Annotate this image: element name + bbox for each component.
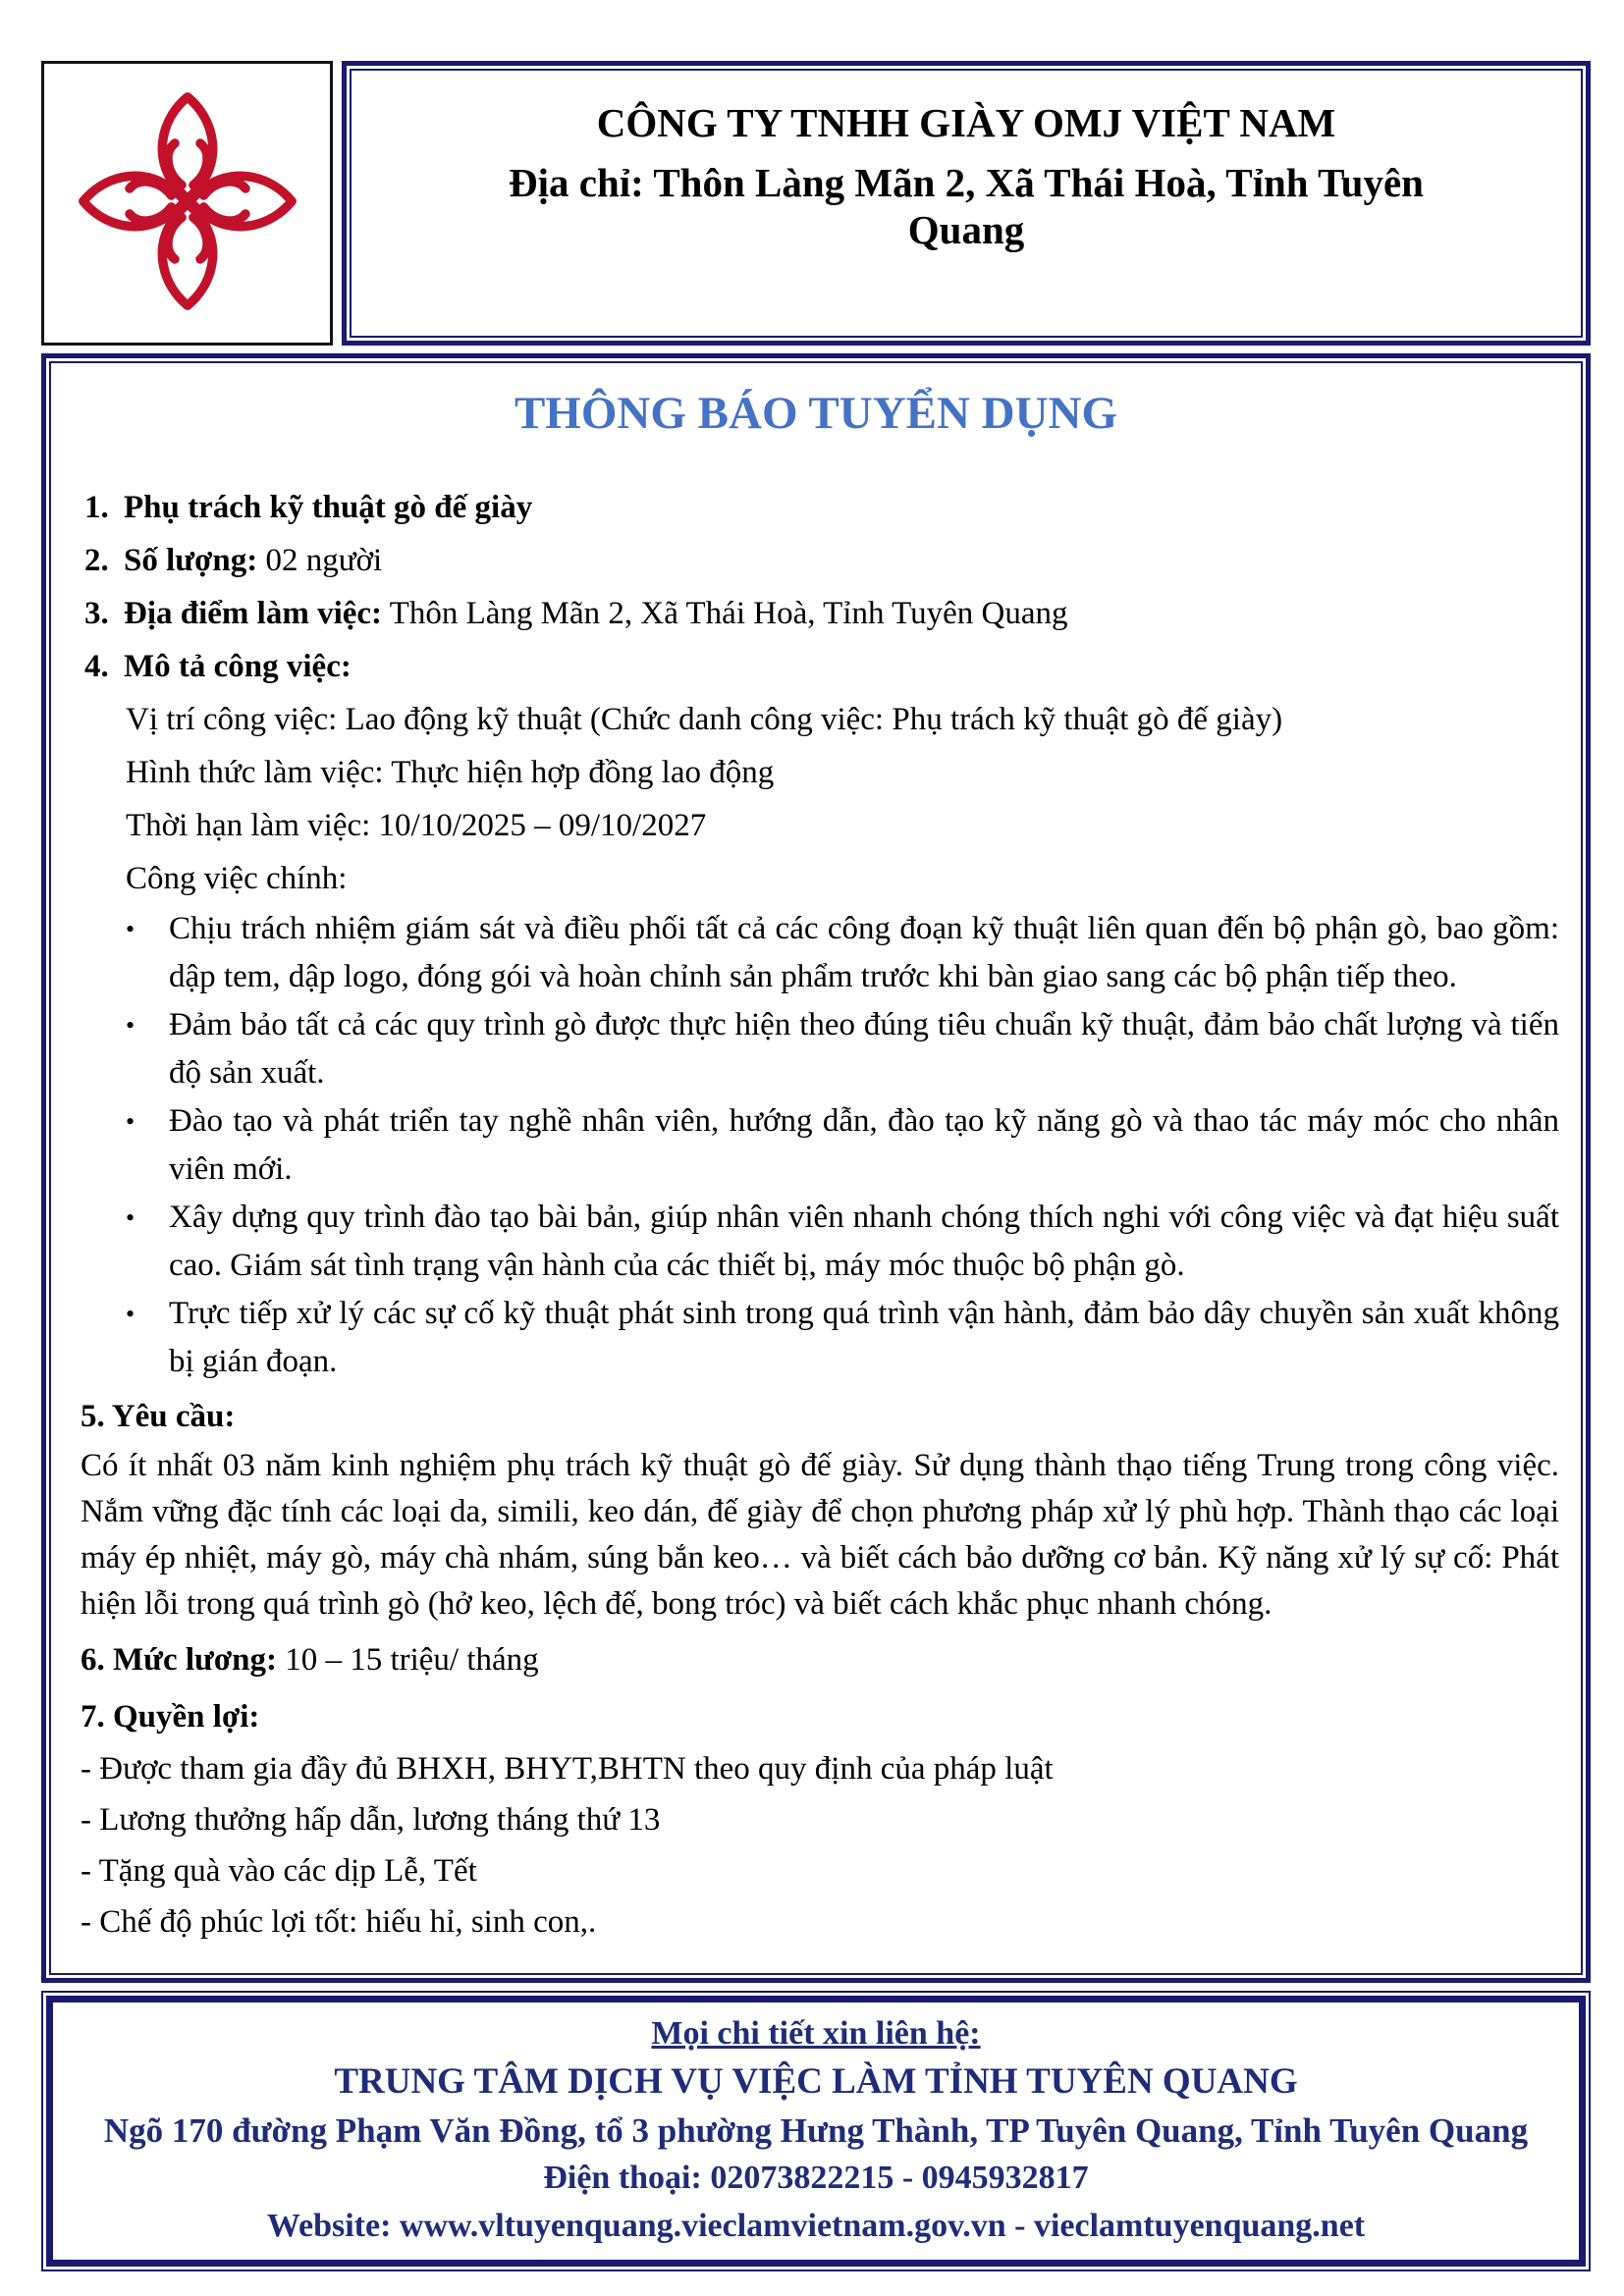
item-number: 2. [84, 543, 109, 578]
requirements-heading: 5. Yêu cầu: [81, 1399, 236, 1434]
numbered-item-location [65, 587, 1567, 640]
duty-text: Xây dựng quy trình đào tạo bài bản, giúp nhân viên nhanh chóng thích nghi với công việc và đạt hiệu suất cao. Giám sát tình trạng vận hành của các thiết bị, máy móc thuộc bộ phận gò. [169, 1200, 1559, 1283]
requirements-paragraph: Có ít nhất 03 năm kinh nghiệm phụ trách kỹ thuật gò đế giày. Sử dụng thành thạo tiếng Trung trong công việc. Nắm vững đặc tính các loại da, simili, keo dán, đế giày để chọn phương pháp xử lý phù hợp. Thành thạo các loại máy ép nhiệt, máy gò, máy chà nhám, súng bắn keo… và biết cách bảo dưỡng cơ bản. Kỹ năng xử lý sự cố: Phát hiện lỗi trong quá trình gò (hở keo, lệch đế, bong tróc) và biết cách khắc phục nhanh chóng. [81, 1448, 1559, 1622]
job-detail-term: Thời hạn làm việc: 10/10/2025 – 09/10/2027 [126, 808, 707, 843]
numbered-item-description [65, 640, 1567, 693]
footer-phone: Điện thoại: 02073822215 - 0945932817 [543, 2160, 1089, 2196]
duty-item [65, 1001, 1567, 1097]
item-label: Địa điểm làm việc: [124, 596, 383, 631]
salary-label: 6. Mức lương: [81, 1642, 277, 1678]
item-label: Số lượng: [124, 543, 258, 578]
header [41, 61, 1591, 346]
bullet-icon: • [126, 1203, 135, 1232]
salary-value: 10 – 15 triệu/ tháng [276, 1642, 539, 1678]
contact-box [41, 1991, 1591, 2271]
benefit-item: - Được tham gia đầy đủ BHXH, BHYT,BHTN theo quy định của pháp luật [81, 1751, 1054, 1787]
company-logo-box [41, 61, 333, 346]
footer-org-name: TRUNG TÂM DỊCH VỤ VIỆC LÀM TỈNH TUYÊN QUANG [334, 2061, 1298, 2102]
item-number: 1. [84, 490, 109, 525]
bullet-icon: • [126, 1011, 135, 1040]
duty-item [65, 905, 1567, 1001]
item-value: 02 người [257, 543, 383, 578]
footer-website: Website: www.vltuyenquang.vieclamvietnam.gov.vn - vieclamtuyenquang.net [266, 2208, 1366, 2244]
duty-item [65, 1194, 1567, 1290]
salary-line [65, 1633, 1567, 1686]
job-detail-contract: Hình thức làm việc: Thực hiện hợp đồng lao động [126, 755, 775, 790]
footer-address: Ngõ 170 đường Phạm Văn Đồng, tổ 3 phường Hưng Thành, TP Tuyên Quang, Tỉnh Tuyên Quang [103, 2111, 1529, 2150]
footer-contact-heading: Mọi chi tiết xin liên hệ: [651, 2015, 981, 2052]
bullet-icon: • [126, 915, 135, 943]
duty-text: Trực tiếp xử lý các sự cố kỹ thuật phát sinh trong quá trình vận hành, đảm bảo dây chuyền sản xuất không bị gián đoạn. [169, 1296, 1559, 1379]
duty-text: Chịu trách nhiệm giám sát và điều phối tất cả các công đoạn kỹ thuật liên quan đến bộ phận gò, bao gồm: dập tem, dập logo, đóng gói và hoàn chỉnh sản phẩm trước khi bàn giao sang các bộ phận tiếp theo. [169, 911, 1559, 994]
job-detail-position-type: Vị trí công việc: Lao động kỹ thuật (Chức danh công việc: Phụ trách kỹ thuật gò đế giày) [126, 702, 1283, 737]
job-detail-main-tasks-label: Công việc chính: [126, 861, 348, 896]
numbered-item-quantity [65, 534, 1567, 587]
benefit-item: - Tặng quà vào các dịp Lễ, Tết [81, 1853, 477, 1889]
item-number: 3. [84, 596, 109, 631]
benefit-item: - Lương thưởng hấp dẫn, lương tháng thứ 13 [81, 1802, 661, 1838]
page-title: THÔNG BÁO TUYỂN DỤNG [514, 388, 1118, 439]
company-name: CÔNG TY TNHH GIÀY OMJ VIỆT NAM [596, 100, 1336, 145]
duty-item [65, 1097, 1567, 1194]
duty-text: Đảm bảo tất cả các quy trình gò được thực hiện theo đúng tiêu chuẩn kỹ thuật, đảm bảo chất lượng và tiến độ sản xuất. [169, 1007, 1559, 1091]
item-value: Thôn Làng Mãn 2, Xã Thái Hoà, Tỉnh Tuyên Quang [382, 596, 1068, 631]
company-info-box [342, 61, 1591, 346]
red-flower-logo-icon [72, 85, 303, 322]
announcement-box [41, 353, 1591, 1983]
item-label: Mô tả công việc: [124, 649, 352, 684]
duty-item [65, 1290, 1567, 1386]
company-address: Địa chỉ: Thôn Làng Mãn 2, Xã Thái Hoà, Tỉnh Tuyên Quang [509, 160, 1424, 252]
numbered-item-position [65, 481, 1567, 534]
bullet-icon: • [126, 1300, 135, 1328]
item-label: Phụ trách kỹ thuật gò đế giày [124, 490, 533, 525]
bullet-icon: • [126, 1107, 135, 1136]
duty-text: Đào tạo và phát triển tay nghề nhân viên, hướng dẫn, đào tạo kỹ năng gò và thao tác máy móc cho nhân viên mới. [169, 1103, 1559, 1187]
benefit-item: - Chế độ phúc lợi tốt: hiếu hỉ, sinh con,. [81, 1904, 597, 1940]
benefits-heading: 7. Quyền lợi: [81, 1699, 260, 1735]
item-number: 4. [84, 649, 109, 684]
